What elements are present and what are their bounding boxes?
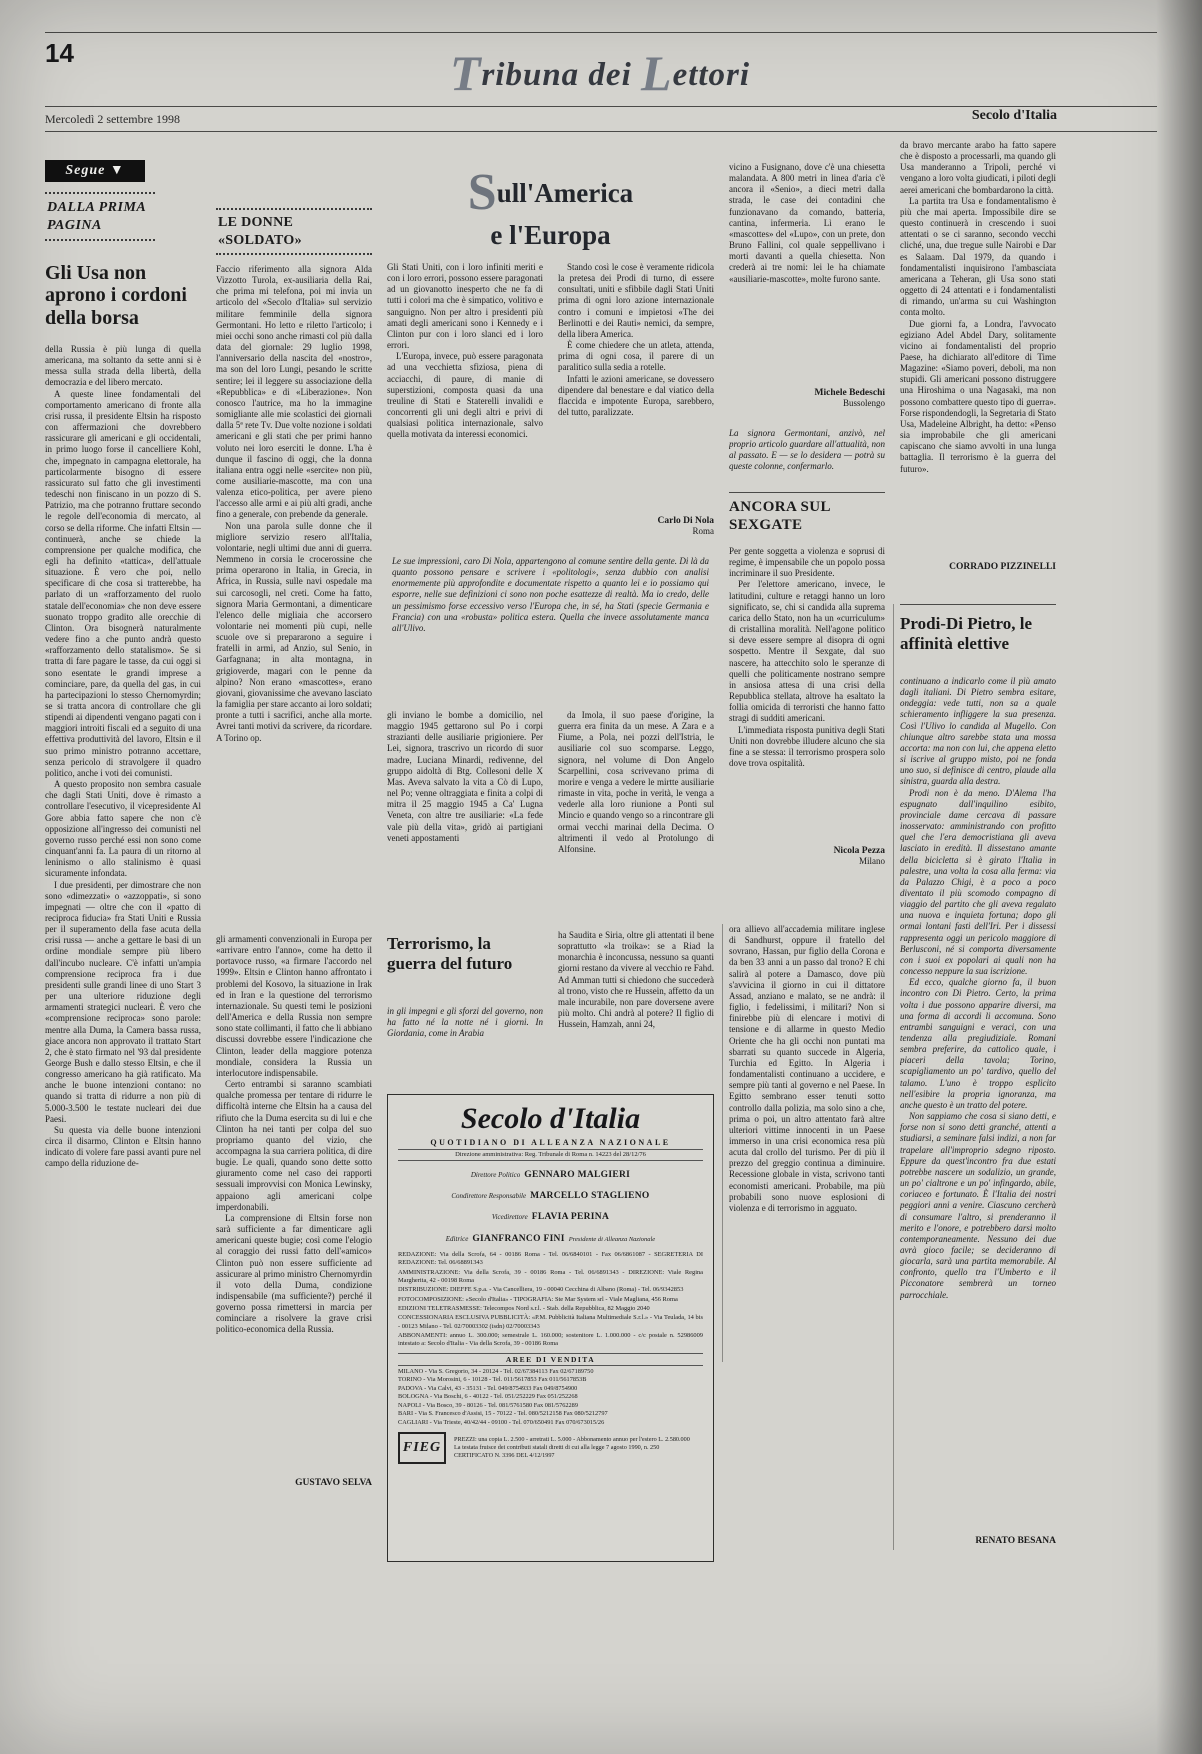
letter-america-body: Gli Stati Uniti, con i loro infiniti meriti e con i loro errori, possono essere paragonati ad un giovanotto inesperto che ne fa di tutti i colori ma che è simpatico, volitivo e sanguigno. Non per altro i presidenti più amati degli americani sono i Kennedy e i Clinton pur con i loro slanci ed i loro errori. L'Europa, invece, può essere paragonata ad una vecchietta sfiziosa, piena di acciacchi, di paure, di manie di superstizioni, composta quasi da una treuline di Stati e Staterelli invalidi e concorrenti gli uni degli altri e privi di qualsiasi politica internazionale, salvo quella motivata da interessi economici. Stando così le cose è veramente ridicola la pretesa dei Prodi di turno, di essere consultati, uniti e sfibbile dagli Stati Uniti prima di ogni loro azione internazionale contro i comuni e impietosi «The dei Berlinotti e dei Rauti» nemici, da sempre, della libera America. È come chiedere che un atleta, attenda, prima di ogni cosa, il parere di un paralitico sulla sedia a rotelle. Infatti le azioni americane, se dovessero dipendere dal benestare e dal viatico della flaccida e impotente Europa, sarebbero, del tutto, paralizzate. — [387, 262, 714, 440]
sexgate-title: ANCORA SUL SEXGATE — [729, 499, 831, 533]
colophon-role-director: Direttore Politico GENNARO MALGIERI — [470, 1169, 631, 1180]
signature-place-milano: Milano — [859, 856, 885, 866]
colophon-paper-name: Secolo d'Italia — [460, 1102, 641, 1135]
sexgate-signature-wrap — [729, 846, 885, 866]
colophon-sales-lines: MILANO - Via S. Gregorio, 34 - 20124 - Tel. 02/67384113 Fax 02/67189750 TORINO - Via Morosini, 6 - 10128 - Tel. 011/5617853 Fax 011/5617853B PADOVA - Via Calvi, 43 - 35131 - Tel. 049/8754933 Fax 049/8754900 BOLOGNA - Via Boschi, 6 - 40122 - Tel. 051/252229 Fax 051/252268 NAPOLI - Via Bosco, 39 - 80126 - Tel. 081/5761580 Fax 081/5762289 BARI - Via S. Francesco d'Assisi, 15 - 70122 - Tel. 080/5212158 Fax 080/5212797 CAGLIARI - Via Trieste, 40/42/44 - 09100 - Tel. 070/650491 Fax 070/673015/26 — [398, 1367, 608, 1426]
colophon-sales-heading: AREE DI VENDITA — [398, 1353, 703, 1366]
segue-box — [45, 160, 145, 182]
masthead-title — [300, 44, 900, 102]
signature-gustavo-selva: GUSTAVO SELVA — [295, 1478, 372, 1488]
rule-under-masthead — [45, 106, 1157, 107]
segue-arrow-icon: ▼ — [109, 163, 125, 178]
continuation-body-col2-wrap — [216, 934, 372, 1488]
headline-usa: Gli Usa non aprono i cordoni della borsa — [45, 262, 187, 329]
fieg-logo: FIEG — [398, 1432, 446, 1464]
sexgate-body: Per gente soggetta a violenza e soprusi di regime, è impensabile che un popolo possa incriminare il suo Presidente. Per l'elettore americano, invece, le latitudini, culture e retaggi hanno un loro significato, se, chi si candida alla suprema carica dello Stato, non ha un «curriculum» di cristallina moralità. Nell'agone politico si deve essere sempre al disopra di ogni sospetto. Mentre il Sexgate, dal suo nascere, ha attecchito solo le speranze di quelli che politicamente nostrano sempre in ansiosa attesa di una crisi della Repubblica stellata, altrove ha esaltato la follia omicida di terroristi che hanno fatto stragi di sudditi americani. L'immediata risposta punitiva degli Stati Uniti non dovrebbe illudere alcuno che sia fine a se stessa: il terrorismo prospera solo dove trova ospitalità. — [729, 546, 885, 768]
masthead-initial-t: T — [449, 45, 482, 101]
continuation-body-col1: della Russia è più lunga di quella americana, ma soltanto da sette anni si è messa sulla strada della libertà, della democrazia e del libero mercato. A queste linee fondamentali del comportamento americano di fronte alla crisi russa, il presidente Eltsin ha risposto con affermazioni che dovrebbero rassicurare gli americani e gli occidentali, in primo luogo forse il cancelliere Kohl, che, impegnato in campagna elettorale, ha particolarmente bisogno di essere rassicurato sul fatto che gli investimenti tedeschi non finiscano in un pozzo di S. Patrizio, ma che potranno fruttare secondo le regole dell'economia di mercato, al corso se della riforme. Che infatti Eltsin — continuerà, anche se chiede la comprensione per qualche modifica, che egli ha definito «tattica», dell'attuale situazione. È vero che poi, nello specificare di che cosa si tratterebbe, ha parlato di un «rafforzamento del ruolo statale dell'economia» che non deve essere suonato troppo gradito alle orecchie di Clinton. Ora bisognerà naturalmente vedere fino a che punto andrà questo «rafforzamento dello statalismo». Se si tratta di fare pagare le tasse, da cui oggi si sono esentate le grandi imprese a cominciare, pare, da quella del gas, in cui ha partecipazioni lo stesso Chernomyrdin; se si tratta ancora di controllare che gli stipendi ai dipendenti vengano pagati con i maggiori introiti fiscali ed a seguito di una effettiva produttività del lavoro, Eltsin e il suo primo ministro potranno accettare, senza pericolo di stravolgere il quadro politico, anche i voti dei comunisti. A questo proposito non sembra casuale che dagli Stati Uniti, dove è rimasto a controllare l'esecutivo, il vicepresidente Al Gore abbia fatto sapere che non c'è opposizione all'ingresso dei comunisti nel governo russo perché essi non sono come cinquant'anni fa. La paura di un ritorno al leninismo o allo stalinismo è quasi sicuramente infondata. I due presidenti, per dimostrare che non sono «dimezzati» o «azzoppati», si sono impegnati — oltre che con il «patto di reciproca fiducia» fra Stati Uniti e Russia per il superamento della fase acuta della crisi russa — anche a gettare le basi di un ordine mondiale sempre più libero dall'incubo nucleare. C'è infatti un'ampia comprensione reciproca fra i due presidenti sulle grandi linee di uno Start 3 per una ulteriore riduzione degli armamenti strategici nucleari. È vero che «comprensione reciproca» sono parole: mentre alla Duma, la Camera bassa russa, giace ancora non approvato il trattato Start 2, che è stato firmato nel '93 dal presidente George Bush e dallo stesso Eltsin, e che il congresso americano ha già ratificato. Ma anche le buone intenzioni contano: no quando si tratta di ridurre a non più di 5.000-3.500 le testate nucleari dei due Paesi. Su questa via delle buone intenzioni circa il disarmo, Clinton e Eltsin hanno indicato di volere fare passi avanti pure nel campo della riduzione de- — [45, 344, 201, 1169]
headline-america-line2: e l'Europa — [490, 219, 611, 250]
headline-america — [387, 166, 714, 249]
letter-bedeschi-signature-wrap — [729, 388, 885, 408]
signature-carlo-di-nola: Carlo Di Nola — [657, 516, 714, 526]
colophon-fieg-row — [398, 1432, 703, 1464]
paper-name: Secolo d'Italia — [971, 108, 1057, 123]
terrorism-title: Terrorismo, la guerra del futuro — [387, 934, 513, 973]
bedeschi-editor-note: La signora Germontani, anzivò, nel proprio articolo guardare all'attualità, non al passato. E — se lo desidera — potrà su queste colonne, confermarlo. — [729, 428, 885, 472]
headline-america-rest: ull'America — [496, 178, 634, 208]
colophon-role-codirector: Condirettore Responsabile MARCELLO STAGLIENO — [451, 1190, 650, 1201]
rule-above-besana — [900, 604, 1056, 605]
masthead-initial-l: L — [641, 45, 673, 101]
colophon-box — [387, 1094, 714, 1562]
signature-place-roma: Roma — [692, 526, 714, 536]
pizzinelli-body: da bravo mercante arabo ha fatto sapere che è disposto a processarli, ma quando gli Usa manderanno a Tripoli, perché vi vengano a loro volta giudicati, i piloti degli aerei americani che bombardarono la città. La partita tra Usa e fondamentalismo è più che mai aperta. Impossibile dire se questo continuerà in crescendo i suoi attentati o se ci saranno, secondo vecchi cliché, una, due tregue sulle Nairobi e Dar es Salaam. Dal 1979, da quando i fondamentalisti inquisirono l'ambasciata americana a Teheran, gli Usa sono stati oggetto di 24 attentati e i fondamentalisti di rimando, un'arma su cui Washington conta molto. Due giorni fa, a Londra, l'avvocato egiziano Adel Abdel Dary, solitamente vicino ai fondamentalisti del proprio Paese, ha dichiarato all'editore di Time Magazine: «Siamo poveri, deboli, ma non stupidi. Gli americani possono distruggere una Hiroshima o una Nagasaki, ma non possono combattere questo tipo di guerra». Forse rispondendogli, la Segretaria di Stato Usa, Madeleine Albright, ha detto: «Penso sia improbabile che gli americani capiscano che siamo avvolti in una lunga battaglia. Il terrorismo è la guerra del futuro». — [900, 140, 1056, 474]
colophon-role-vicedirector: Vicedirettore FLAVIA PERINA — [491, 1212, 610, 1223]
colophon-admin-lines: REDAZIONE: Via della Scrofa, 64 - 00186 Roma - Tel. 06/6840101 - Fax 06/6861087 - SEGRETERIA DI REDAZIONE: Tel. 06/68891343 AMMINISTRAZIONE: Via della Scrofa, 39 - 00186 Roma - Tel. 06/6891343 - DIREZIONE: Viale Regina Margherita, 42 - 00198 Roma DISTRIBUZIONE: DIEFFE S.p.a. - Via Cancelliera, 19 - 00040 Cecchina di Albano (Roma) - Tel. 06/9342853 FOTOCOMPOSIZIONE: «Secolo d'Italia» - TIPOGRAFIA: Ste Mar System srl - Viale Magliana, 456 Roma EDIZIONI TELETRASMESSE: Telecompos Nord s.r.l. - Stab. della Repubblica, 82 Maggio 2040 CONCESSIONARIA ESCLUSIVA PUBBLICITÀ: «P.M. Pubblicità Italiana Multimediale S.r.l.» - Via Teulada, 14 bis - 00123 Milano - Tel. 02/70003302 (isdn) 02/70003343 ABBONAMENTI: annuo L. 300.000; semestrale L. 160.000; sostenitore L. 1.000.000 - c/c postale n. 52986009 intestato a: Secolo d'Italia - Via della Scrofa, 39 - 00186 Roma — [398, 1251, 703, 1348]
besana-title: Prodi-Di Pietro, le affinità elettive — [900, 614, 1033, 653]
page-number: 14 — [45, 38, 74, 68]
terrorism-col4: ha Saudita e Siria, oltre gli attentati il bene soprattutto «la troika»: se a Riad la monarchia è inconcussa, nessuno sa quanti giorni restano da vivere al vecchio re Fahd. Ad Amman tutti si chiedono che succederà al trono, visto che re Hussein, affetto da un male incurabile, non pare doversene avere più molto. Chi andrà al potere? Il figlio di Hussein, Hamzah, anni 24, — [558, 930, 714, 1030]
rule-under-dateline — [45, 131, 1157, 132]
colophon-role-publisher: Editrice GIANFRANCO FINI Presidente di Alleanza Nazionale — [445, 1233, 656, 1244]
letter-america-continuation: gli inviano le bombe a domicilio, nel maggio 1945 gettarono sul Po i corpi strazianti delle ausiliarie prigioniere. Per Lei, signora, trascrivo un ricordo di suor madre, Luciana Minardi, redivenne, del gruppo aidoltà di Btg. Collesoni delle X Mas. Aveva salvato la vita a Cò di Lupo, nel Po; venne oltraggiata e finita a colpi di mitra il 25 maggio 1945 a Ca' Lugna Veneta, con altre tre ausiliarie: «La fede vale più della vita», gridò ai partigiani veneti appostamenti da Imola, il suo paese d'origine, la guerra era finita da un mese. A Zara e a Fiume, a Pola, nei pozzi dell'Istria, le ausiliarie col suo scomparse. Leggo, signora, nel volume di Don Angelo Scarpellini, cosa scrivevano prima di morire e venga a vedere le mirtte ausiliarie rimaste in vita, poche in verità, le venga a vederle alla loro riunione a Ponti sul Mincio e quando vengo so a rincontrare gli ormai vecchi marinai della Decima. O altrimenti il vedo al Protolungo di Alfonsine. — [387, 710, 714, 854]
signature-michele-bedeschi: Michele Bedeschi — [814, 388, 885, 398]
headline-america-line1 — [387, 166, 714, 221]
colophon-registration: Direzione amministrativa: Reg. Tribunale di Roma n. 14223 del 28/12/76 — [398, 1149, 703, 1161]
kicker-dalla-prima-pagina: DALLA PRIMA PAGINA — [45, 192, 155, 241]
date-line: Mercoledì 2 settembre 1998 — [45, 112, 180, 126]
signature-renato-besana: RENATO BESANA — [975, 1536, 1056, 1546]
vrule-besana-column — [893, 604, 894, 1550]
letter-bedeschi-body: vicino a Fusignano, dove c'è una chiesetta malandata. A 800 metri in linea d'aria c'è ancora il «Senio», a dieci metri dalla strada, le case dei contadini che funzionavano da comando, batteria, cantina, infermeria. Lì erano le «mascottes» del «Lupo», con un prete, don Bruno Fallini, col quale seppellivano i morti davanti a quella chiesetta. Non crederà ai tre nomi: lei le ha chiamate «ausiliarie-mascotte», molte furono sante. — [729, 162, 885, 284]
vrule-col5-bottom — [722, 924, 723, 1362]
rule-above-sexgate — [729, 492, 885, 493]
segue-label: Segue — [65, 163, 106, 178]
masthead-word-1: ribuna dei — [481, 57, 642, 93]
terrorism-intro: in gli impegni e gli sforzi del governo, non ha fatto né la notte né i giorni. In Giordania, come in Arabia — [387, 1006, 543, 1039]
signature-nicola-pezza: Nicola Pezza — [833, 846, 885, 856]
terrorism-col5: ora allievo all'accademia militare inglese di Sandhurst, oppure il fratello del sovrano, Hassan, pur figlio della Corona e da ben 33 anni a un passo dal trono? E chi salirà al potere a Damasco, dove più s'avvicina il giorno in cui il dittatore Assad, anziano e malato, se ne andrà: il figlio, i fedelissimi, i militari? Non si finirebbe più di elencare i motivi di tensione e di allarme in questo Medio Oriente che ha gli occhi non puntati ma sbarrati su quanto succede in Algeria, Turchia ed Egitto. In Algeria i fondamentalisti continuano a uccidere, e sempre più tanti al governo e nel Paese. In Egitto sembrano esser tenuti sotto controllo dalla polizia, ma solo sino a che, prima o poi, un altro attentato farà altre ulteriori vittime innocenti in un Paese immerso in una crisi economica resa più acuta dal crollo del turismo. Per di più il prezzo del greggio continua a diminuire. Recessione globale in vista, scrivono tanti economisti americani. Probabile, ma più probabili sono nuove esplosioni di violenza e di terrorismo in agguato. — [729, 924, 885, 1213]
besana-body: continuano a indicarlo come il più amato dagli italiani. Di Pietro sembra esitare, ondeggia: vede tutti, non sa a quale schieramento infliggere la sua presenza. Così l'Ulivo lo candida al Mugello. Con chiunque altro sarebbe stata una mossa accorta: ma non con lui, che appena eletto si iscrive al gruppo misto, poi ne fonda uno suo, si definisce di centro, plaude alla sinistra, guarda alla destra. Prodi non è da meno. D'Alema l'ha espugnato dall'inquilino esibito, provinciale dame cercava di passare inosservato: amministrando con profitto quel che l'era democristiana gli aveva lasciato in eredità. Il dissestano amante della bicicletta si è girato l'Italia in palestre, una volta la cosa alla ferma: via da Palazzo Chigi, è a poco a poco diventato il più scomodo compagno di viaggio del partito che gli aveva regalato una nuova e inquieta fortuna; dopo gli ormai lontani fasti dell'Iri. Per i dissessi rappresenta oggi un pericolo maggiore di Berlusconi, né si comporta diversamente con i suoi ex popolari ai quali non ha concesso neppure la sua iscrizione. Ed ecco, qualche giorno fa, il buon incontro con Di Pietro. Certo, la prima volta i due possono apparire diversi, ma una forma di accordi li accomuna. Sono entrambi sanguigni e veraci, con una tendenza alla pregiudiziale. Romani sembra preferire, da cattolico quale, i piaceri della tavola; Torino, scapigliamento un po' tardivo, quello del talamo. L'uno è troppo esplicito nell'esibire la propria ignoranza, ma anche questo è un tratto del potere. Non sappiamo che cosa si siano detti, e forse non si sono detti granché, attenti a studiarsi, a seminare falsi indizi, a non far trapelare all'improprio sdegno riposto. Eppure da quest'incontro fra due estati potrebbe nascere un sodalizio, un grande, un po' cialtrone e un po' infingardo, abile, coriaceo e fortunato. È l'Italia dei nostri peggiori anni a venire. Ciascuno cercherà di consumare l'altro, si prenderanno il merito e l'onore, e potrebbero darsi molto contemporaneamente. Nessuno dei due avrà gioco facile; se decideranno di giocarla, sarà una partita memorabile. Al confronto, quello tra l'Umberto e il Picconatore sembrerà un torneo parrocchiale. — [900, 676, 1056, 1300]
fieg-lines: PREZZI: una copia L. 2.500 - arretrati L. 5.000 - Abbonamento annuo per l'estero L. 2.580.000 La testata fruisce dei contributi statali diretti di cui alla legge 7 agosto 1990, n. 250 CERTIFICATO N. 3396 DEL 4/12/1997 — [454, 1435, 690, 1460]
masthead-word-2: ettori — [672, 57, 751, 93]
letter-women-body: Faccio riferimento alla signora Alda Vizzotto Turola, ex-ausiliaria della Rai, che prima mi telefona, poi mi invia un articolo del «Secolo d'Italia» sul servizio militare femminile della signora Germontani. Ho letto e riletto l'articolo; i miei occhi sono anche rimasti col più dalla data del giornale: 29 luglio 1998, l'anniversario della nascita del «nostro», ma son del loro Lungi, pesando le scritte sentire; lei il leggere su associazione della «Repubblica» e di «Liberazione». Non conosco l'autrice, ma ho la immagine somigliante alle mie scolastici dei giornali dalla 5ª rete Tv. Due volte nozione i soldati americani e gli stati che per primi hanno voluto nei loro eserciti le donne. L'ha è dunque il fascino di oggi, che la donna italiana entra oggi nelle «sercite» non più, come ausiliarie-mascotte, ma con una valenza etico-politica, per avere pieno l'accesso alle armi e ai più alti gradi, anche fino a generale, con prebende da generale. Non una parola sulle donne che il migliore servizio resero all'Italia, volontarie, negli ultimi due anni di guerra. Nemmeno in corsia le crocerossine che prima operarono in Italia, in Grecia, in Africa, in Russia, sulle navi ospedale ma sui carcosogli, nel creti. Come ha fatto, signora Maria Germontani, a dimenticare l'elenco delle migliaia che accorsero volontarie nei momenti più cupi, nelle scuole ove si prepararono a seguire i fratelli in armi, ad Anzio, sul Senio, in Garfagnana; in alta montagna, in grigioverde, magari con le penne da alpino? Non erano «mascottes», erano giovani, giovanissime che avevano lasciato la famiglia per stare accanto ai loro soldati; pronte a tutti i sacrifici, anche alla morte. Avrei tanti motivi da scrivere, da ricordare. A Torino op. — [216, 264, 372, 743]
signature-place-bussolengo: Bussolengo — [842, 398, 885, 408]
letter-women-title: LE DONNE «SOLDATO» — [216, 208, 372, 255]
headline-america-initial: S — [467, 164, 497, 221]
continuation-body-col2: gli armamenti convenzionali in Europa per «arrivare entro l'anno», come ha detto il portavoce russo, «a firmare l'accordo nel 1999». Eltsin e Clinton hanno affrontato i problemi del Kosovo, la situazione in Irak ed in Iran e la questione del terrorismo internazionale. Su questi temi le posizioni dell'America e della Russia non sempre sono state collimanti, il fatto che li abbiano discussi dovrebbe essere l'indicazione che Clinton, leader della maggiore potenza mondiale, considera la Russia un interlocutore indispensabile. Certo entrambi si saranno scambiati qualche promessa per tentare di ridurre le difficoltà interne che Eltsin ha a causa del rifiuto che la Duma esercita su di lui e che Clinton ha nei tanti per colpa del suo propriamo quanto del vizio, che accompagna la sua carriera politica, di dire bugie. Le quali, quando sono dette sotto giuramento come nel caso dei rapporti sessuali improvvisi con Monica Lewinsky, appaiono agli americani colpe imperdonabili. La comprensione di Eltsin forse non sarà sufficiente a far dimenticare agli americani queste bugie; così come l'elogio al coraggio dei russi fatto dell'«amico» Clinton può non essere sufficiente ad assicurare al primo ministro Chernomyrdin il voto della Duma, condizione indispensabile (ma sufficiente?) perché il governo possa rimettersi in marcia per cominciare a risolvere la grave crisi politico-economica della Russia. — [216, 934, 372, 1335]
letter-america-editor-reply: Le sue impressioni, caro Di Nola, appartengono al comune sentire della gente. Di là da quanto possono pensare e scrivere i «politologi», senza dubbio con analisi enormemente più approfondite e documentate rispetto a quanto lei e io possiamo qui esporre, nelle sue definizioni ci sono non poche esattezze di realtà. Ma io credo, delle un pessimismo forse eccessivo verso l'Europa che, in sé, ha Stati (specie Germania e Francia) con una «robusta» politica estera. Quella che invece assolutamente manca all'Ulivo. — [392, 556, 709, 633]
letter-america-signature-wrap — [387, 516, 714, 536]
signature-corrado-pizzinelli: CORRADO PIZZINELLI — [949, 562, 1056, 572]
colophon-subtitle: QUOTIDIANO DI ALLEANZA NAZIONALE — [430, 1137, 671, 1147]
rule-top — [45, 32, 1157, 33]
